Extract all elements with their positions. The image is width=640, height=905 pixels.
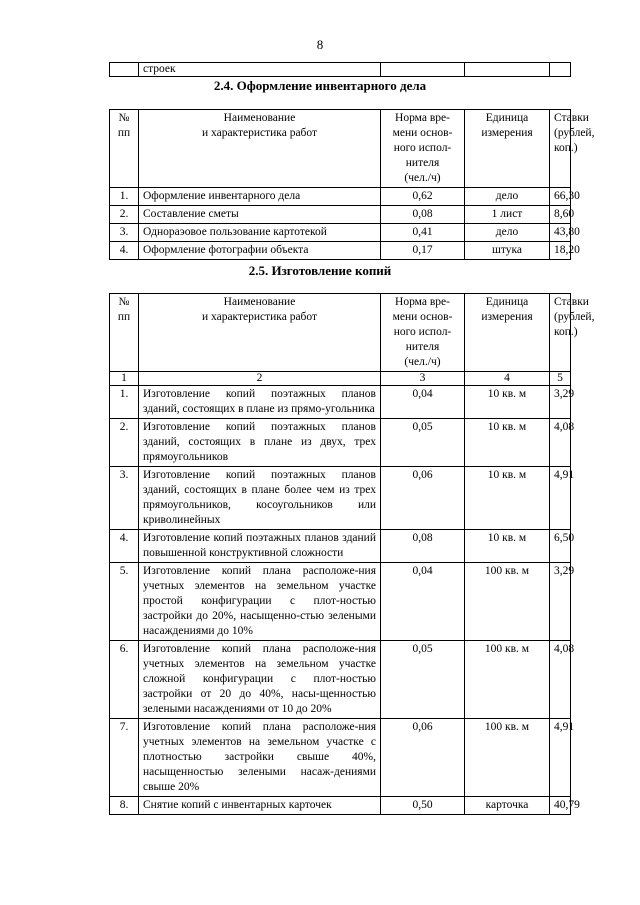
table-row <box>110 188 571 206</box>
cell-norm: 0,17 <box>381 242 465 260</box>
table-row <box>110 719 571 797</box>
header-unit: Единица измерения <box>465 110 550 188</box>
cell-num: 1. <box>110 386 139 419</box>
cell-name: Изготовление копий поэтажных планов зданий, состоящих в плане из прямо-угольника <box>139 386 381 419</box>
header-norm: Норма вре- мени основ- ного испол- нителя (чел./ч) <box>381 294 465 372</box>
table-header-row <box>110 294 571 372</box>
cell-unit: 10 кв. м <box>465 530 550 563</box>
cell-unit: 10 кв. м <box>465 386 550 419</box>
cell-name: Изготовление копий плана расположе-ния учетных элементов на земельном участке простой конфигурации с плот-ностью застройки до 20%, насыщенно-стью зелеными насаждениями до 10% <box>139 563 381 641</box>
cell-unit: дело <box>465 188 550 206</box>
table-row <box>110 563 571 641</box>
cell-rate: 66,30 <box>550 188 571 206</box>
table-row <box>110 206 571 224</box>
table-row <box>110 242 571 260</box>
cell-num: 4. <box>110 530 139 563</box>
cell-num: 1. <box>110 188 139 206</box>
cell-num: 7. <box>110 719 139 797</box>
copies-table <box>109 293 595 815</box>
cell-rate <box>550 63 571 77</box>
cell-num: 8. <box>110 797 139 815</box>
cell-num: 6. <box>110 641 139 719</box>
cell-name: Однораэовое пользование картотекой <box>139 224 381 242</box>
cell-name: Изготовление копий поэтажных планов зданий повышенной конструктивной сложности <box>139 530 381 563</box>
cell-unit <box>465 63 550 77</box>
table-row <box>110 386 571 419</box>
cell-norm: 0,04 <box>381 386 465 419</box>
header-num: № пп <box>110 294 139 372</box>
table-row <box>110 224 571 242</box>
cell-unit: карточка <box>465 797 550 815</box>
column-number: 3 <box>381 372 465 386</box>
column-number-row <box>110 372 571 386</box>
cell-num: 3. <box>110 224 139 242</box>
header-unit: Единица измерения <box>465 294 550 372</box>
cell-rate: 8,60 <box>550 206 571 224</box>
table-row <box>110 467 571 530</box>
cell-name: Изготовление копий поэтажных планов зданий, состоящих в плане более чем из трех прямоугольников, косоугольников или криволинейных <box>139 467 381 530</box>
cell-name: Изготовление копий поэтажных планов зданий, состоящих в плане из двух, трех прямоугольников <box>139 419 381 467</box>
cell-unit: дело <box>465 224 550 242</box>
continuation-table <box>109 62 571 77</box>
cell-norm: 0,06 <box>381 467 465 530</box>
cell-rate: 40,79 <box>550 797 571 815</box>
cell-name: строек <box>139 63 381 77</box>
table-row <box>110 419 571 467</box>
column-number: 2 <box>139 372 381 386</box>
cell-rate: 6,50 <box>550 530 571 563</box>
cell-norm: 0,41 <box>381 224 465 242</box>
cell-rate: 4,91 <box>550 719 571 797</box>
header-rate: Ставки (рублей, коп.) <box>550 110 571 188</box>
cell-num: 3. <box>110 467 139 530</box>
cell-rate: 3,29 <box>550 386 571 419</box>
header-name: Наименование и характеристика работ <box>139 294 381 372</box>
cell-name: Оформление инвентарного дела <box>139 188 381 206</box>
table-header-row <box>110 110 571 188</box>
cell-norm: 0,62 <box>381 188 465 206</box>
column-number: 5 <box>550 372 571 386</box>
cell-norm: 0,05 <box>381 641 465 719</box>
column-number: 4 <box>465 372 550 386</box>
table-row <box>110 530 571 563</box>
cell-norm: 0,08 <box>381 530 465 563</box>
cell-unit: 100 кв. м <box>465 641 550 719</box>
cell-rate: 3,29 <box>550 563 571 641</box>
table-row <box>110 797 571 815</box>
cell-rate: 4,91 <box>550 467 571 530</box>
cell-norm: 0,04 <box>381 563 465 641</box>
cell-num: 5. <box>110 563 139 641</box>
cell-norm <box>381 63 465 77</box>
column-number: 1 <box>110 372 139 386</box>
cell-unit: 100 кв. м <box>465 719 550 797</box>
cell-unit: 10 кв. м <box>465 419 550 467</box>
cell-name: Составление сметы <box>139 206 381 224</box>
cell-unit: 1 лист <box>465 206 550 224</box>
cell-name: Оформление фотографии объекта <box>139 242 381 260</box>
section-title-2-5: 2.5. Изготовление копий <box>248 263 392 278</box>
header-norm: Норма вре- мени основ- ного испол- нителя (чел./ч) <box>381 110 465 188</box>
cell-norm: 0,06 <box>381 719 465 797</box>
cell-name: Изготовление копий плана расположе-ния учетных элементов на земельном участке с плотностью застройки свыше 40%, насыщенностью зелеными насаж-дениями свыше 20% <box>139 719 381 797</box>
cell-rate: 18,20 <box>550 242 571 260</box>
cell-unit: штука <box>465 242 550 260</box>
cell-norm: 0,05 <box>381 419 465 467</box>
cell-rate: 4,08 <box>550 641 571 719</box>
header-rate: Ставки (рублей, коп.) <box>550 294 571 372</box>
cell-unit: 10 кв. м <box>465 467 550 530</box>
cell-name: Изготовление копий плана расположе-ния учетных элементов на земельном участке сложной конфигурации с плот-ностью застройки от 20 до 40%, насы-щенностью зелеными насаждениями от 10 до 20% <box>139 641 381 719</box>
cell-unit: 100 кв. м <box>465 563 550 641</box>
cell-norm: 0,50 <box>381 797 465 815</box>
header-name: Наименование и характеристика работ <box>139 110 381 188</box>
table-row <box>110 641 571 719</box>
cell-num: 4. <box>110 242 139 260</box>
section-title-2-4: 2.4. Оформление инвентарного дела <box>213 78 427 93</box>
page-number: 8 <box>316 37 324 52</box>
cell-num: 2. <box>110 419 139 467</box>
cell-name: Снятие копий с инвентарных карточек <box>139 797 381 815</box>
inventory-file-table <box>109 109 595 260</box>
cell-rate: 4,08 <box>550 419 571 467</box>
cell-norm: 0,08 <box>381 206 465 224</box>
cell-rate: 43,80 <box>550 224 571 242</box>
table-row <box>110 63 571 77</box>
cell-num: 2. <box>110 206 139 224</box>
header-num: № пп <box>110 110 139 188</box>
cell-num <box>110 63 139 77</box>
